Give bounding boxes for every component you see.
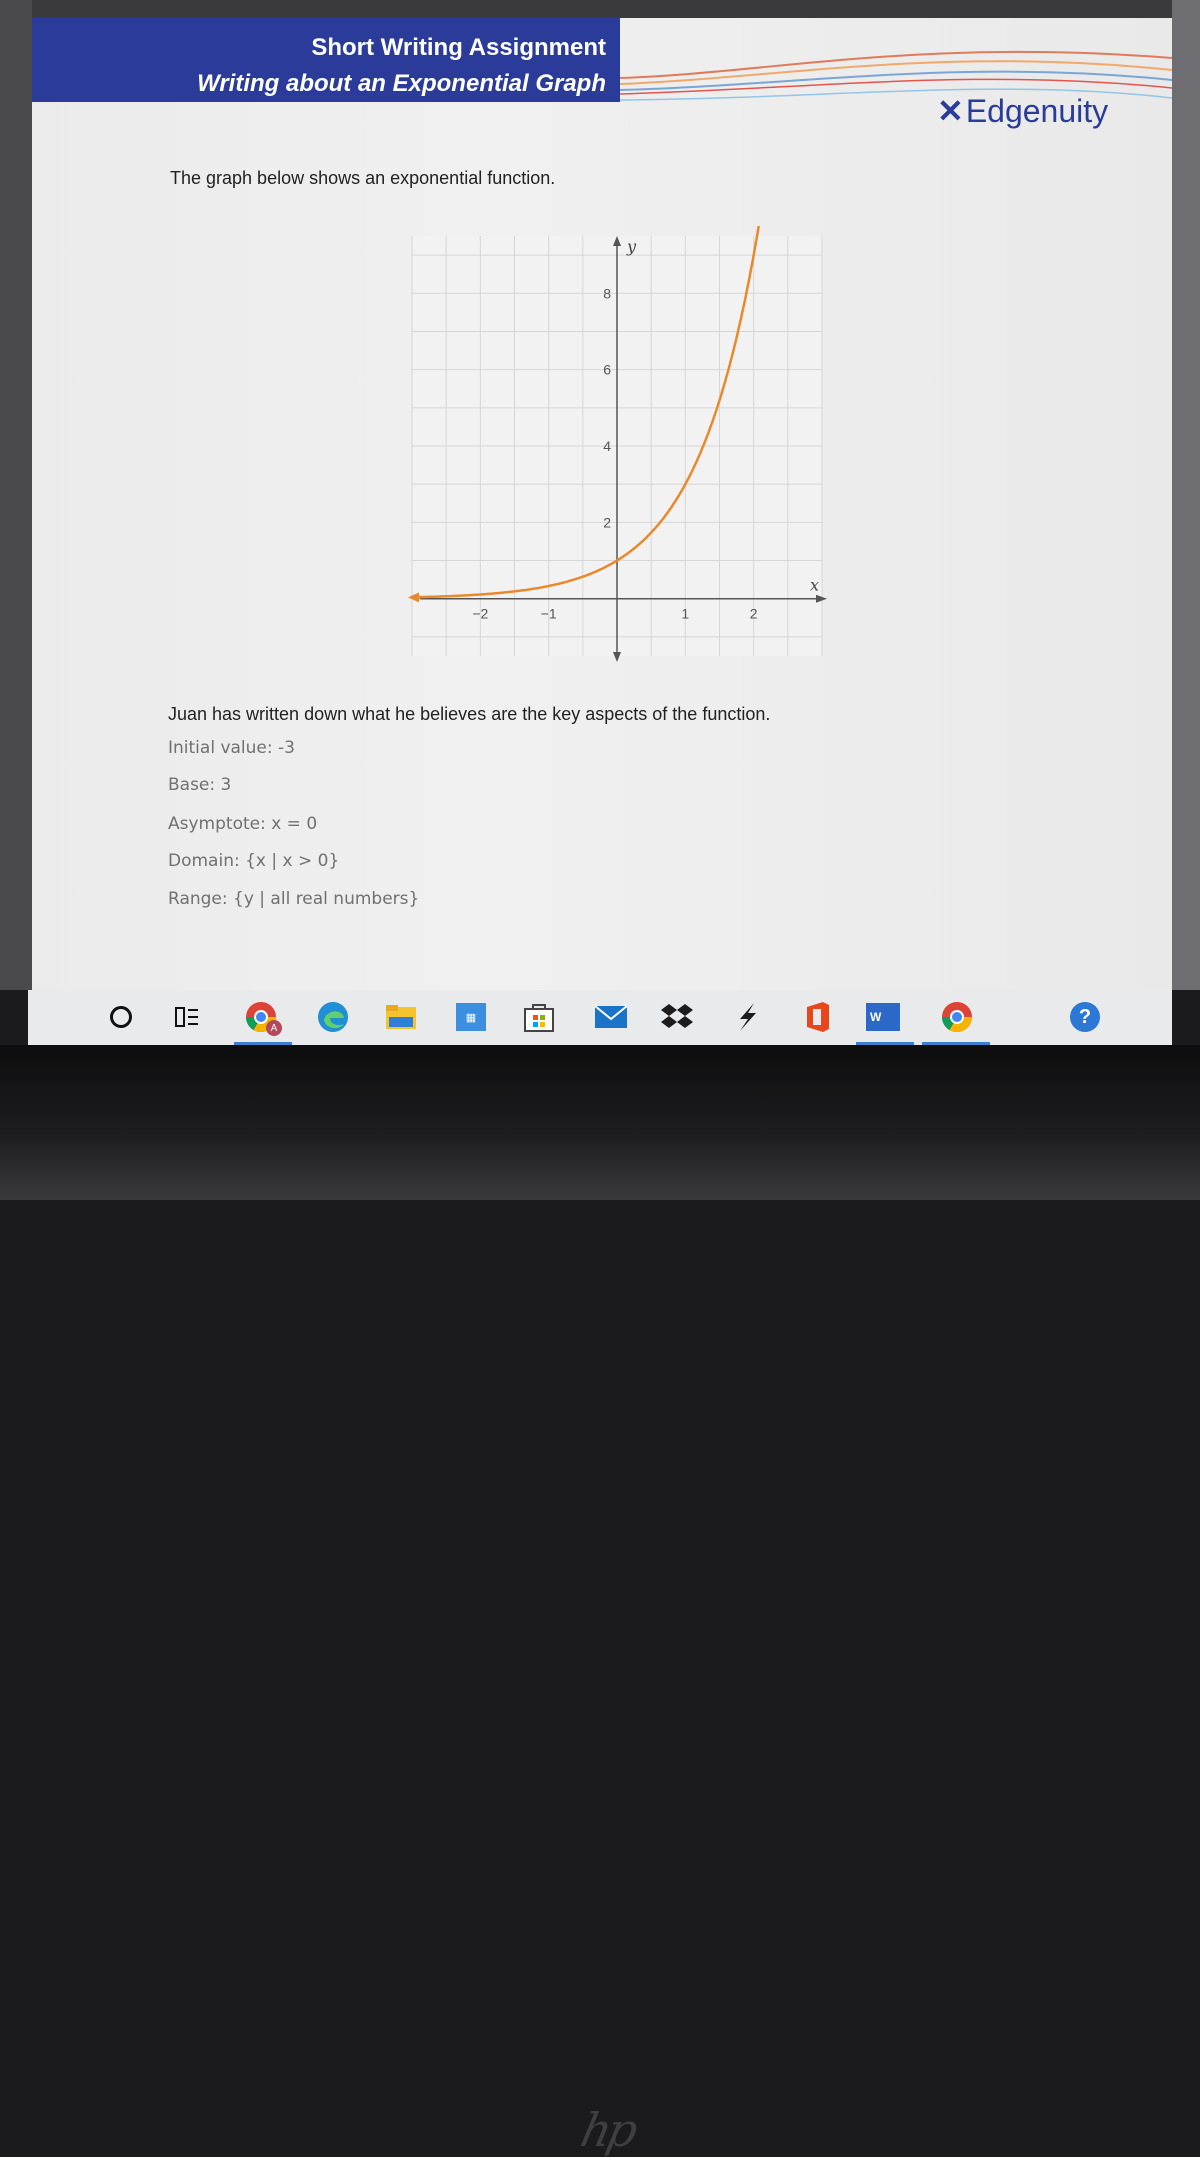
office-icon[interactable] bbox=[800, 1000, 834, 1034]
store-icon[interactable] bbox=[522, 1000, 556, 1034]
exponential-graph bbox=[402, 226, 832, 666]
aspect-asymptote: Asymptote: x = 0 bbox=[168, 814, 318, 834]
x-tick-label: 1 bbox=[681, 605, 690, 622]
banner-subtitle: Writing about an Exponential Graph bbox=[197, 70, 606, 97]
y-axis-arrow-down bbox=[613, 652, 621, 662]
edgenuity-x-icon: ✕ bbox=[937, 93, 964, 129]
intro-text: The graph below shows an exponential function. bbox=[170, 168, 556, 188]
calendar-app-icon[interactable]: ▦ bbox=[454, 1000, 488, 1034]
x-tick-label: −2 bbox=[472, 605, 489, 622]
assignment-page bbox=[32, 18, 1172, 990]
chrome-profile-badge: A bbox=[266, 1020, 282, 1036]
task-view-icon[interactable] bbox=[170, 1000, 204, 1034]
assignment-banner bbox=[32, 18, 620, 102]
x-tick-label: −1 bbox=[540, 605, 557, 622]
chrome-icon[interactable] bbox=[244, 1000, 278, 1034]
banner-title: Short Writing Assignment bbox=[311, 34, 606, 61]
aspect-range: Range: {y | all real numbers} bbox=[168, 889, 420, 909]
aspect-initial-value: Initial value: -3 bbox=[168, 738, 295, 758]
start-icon[interactable] bbox=[104, 1000, 138, 1034]
chrome-profile-icon[interactable] bbox=[940, 1000, 974, 1034]
mail-icon[interactable] bbox=[594, 1000, 628, 1034]
aspect-domain: Domain: {x | x > 0} bbox=[168, 851, 340, 871]
x-axis-label: x bbox=[810, 575, 820, 595]
y-tick-label: 8 bbox=[603, 285, 611, 302]
app-s-icon[interactable] bbox=[730, 1000, 764, 1034]
monitor-bezel-right bbox=[1172, 0, 1200, 990]
x-tick-label: 2 bbox=[749, 605, 758, 622]
dropbox-icon[interactable] bbox=[660, 1000, 694, 1034]
y-tick-label: 4 bbox=[603, 438, 611, 454]
windows-taskbar bbox=[28, 990, 1172, 1045]
hp-logo: hp bbox=[576, 2103, 639, 2157]
y-tick-label: 2 bbox=[603, 514, 611, 531]
y-tick-label: 6 bbox=[603, 361, 611, 378]
monitor-bezel-bottom bbox=[0, 1045, 1200, 2157]
edge-icon[interactable] bbox=[316, 1000, 350, 1034]
juan-text: Juan has written down what he believes are the key aspects of the function. bbox=[168, 704, 771, 724]
file-explorer-icon[interactable] bbox=[384, 1000, 418, 1034]
y-axis-label: y bbox=[627, 237, 637, 256]
edgenuity-logo bbox=[937, 92, 1108, 130]
monitor-bezel-top bbox=[0, 0, 1200, 18]
aspect-base: Base: 3 bbox=[168, 775, 232, 795]
word-icon[interactable] bbox=[866, 1000, 900, 1034]
help-icon[interactable]: ? bbox=[1068, 1000, 1102, 1034]
word-label: W bbox=[866, 1003, 900, 1031]
monitor-bezel-left bbox=[0, 0, 32, 990]
brand-name: Edgenuity bbox=[965, 92, 1109, 129]
